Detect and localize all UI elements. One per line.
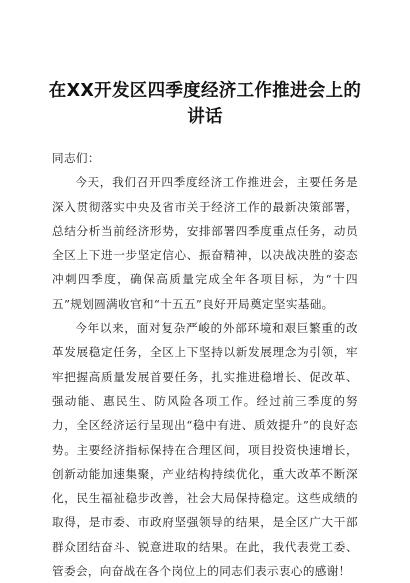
paragraph-2: 今年以来，面对复杂严峻的外部环境和艰巨繁重的改革发展稳定任务，全区上下坚持以新发展理念为引领，牢牢把握高质量发展首要任务，扎实推进稳增长、促改革、强动能、惠民生、防风险各项工作。经过前三季度的努力，全区经济运行呈现出“稳中有进、质效提升”的良好态势。主要经济指标保持在合理区间，项目投资快速增长，创新动能加速集聚，产业结构持续优化，重大改革不断深化，民生福祉稳步改善，社会大局保持稳定。这些成绩的取得，是市委、市政府坚强领导的结果，是全区广大干部群众团结奋斗、锐意进取的结果。在此，我代表党工委、管委会，向奋战在各个岗位上的同志们表示衷心的感谢！: [52, 321, 358, 579]
salutation: 同志们：: [52, 151, 100, 165]
paragraph-1: 今天，我们召开四季度经济工作推进会，主要任务是深入贯彻落实中央及省市关于经济工作的最新决策部署，总结分析当前经济形势，安排部署四季度重点任务，动员全区上下进一步坚定信心、振奋精神，以决战决胜的姿态冲刺四季度，确保高质量完成全年各项目标，为“十四五”规划圆满收官和“十五五”良好开局奠定坚实基础。: [52, 175, 358, 311]
document-title: 在XX开发区四季度经济工作推进会上的讲话: [48, 81, 362, 127]
document-body: [52, 146, 358, 583]
